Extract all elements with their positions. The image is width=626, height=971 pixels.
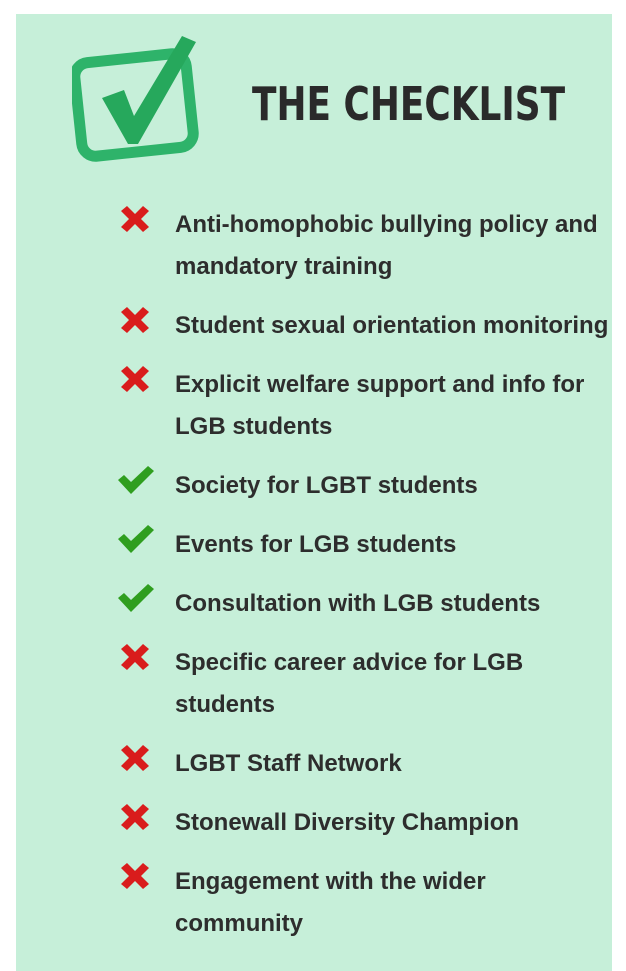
red-cross-icon [112,742,158,774]
checklist-item-text: Specific career advice for LGB students [175,649,524,718]
checklist-item-text: Anti-homophobic bullying policy and mandatory training [175,211,598,280]
red-cross-icon [112,203,158,235]
red-cross-icon [112,641,158,673]
checklist-item [112,203,612,288]
checkbox-tick-icon [72,28,204,162]
green-tick-icon [112,582,158,614]
green-tick-icon [112,523,158,555]
checklist-item-text: Consultation with LGB students [175,590,541,617]
checklist-item [112,742,612,785]
checklist-item [112,860,612,945]
green-tick-icon [112,464,158,496]
red-cross-icon [112,363,158,395]
checklist-card [16,14,612,971]
checklist-item [112,582,612,625]
checklist-item [112,464,612,507]
checklist-item-text: Society for LGBT students [175,472,478,499]
page-title: THE CHECKLIST [252,77,566,131]
checklist-item [112,641,612,726]
checklist-item-text: LGBT Staff Network [175,750,402,777]
checklist-item [112,363,612,448]
checklist-item-text: Engagement with the wider community [175,868,486,937]
red-cross-icon [112,860,158,892]
checklist [112,203,612,961]
checklist-item [112,304,612,347]
checklist-item-text: Stonewall Diversity Champion [175,809,520,836]
checklist-item-text: Student sexual orientation monitoring [175,312,609,339]
checklist-item-text: Events for LGB students [175,531,457,558]
red-cross-icon [112,801,158,833]
red-cross-icon [112,304,158,336]
checklist-item [112,801,612,844]
checklist-item-text: Explicit welfare support and info for LGB students [175,371,585,440]
checklist-item [112,523,612,566]
